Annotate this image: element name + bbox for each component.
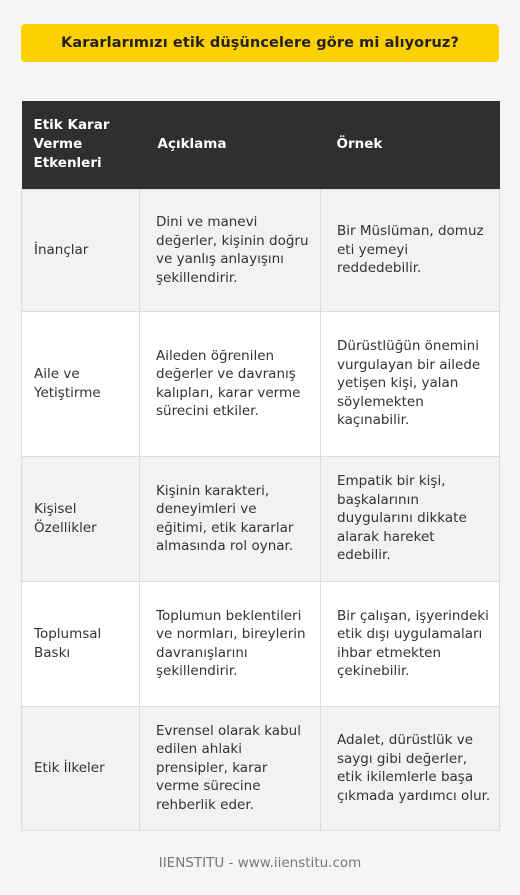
table-row	[22, 311, 500, 456]
ethics-factors-table	[21, 101, 500, 831]
table-row	[22, 189, 500, 311]
table-row	[22, 456, 500, 581]
header-example: Örnek	[321, 101, 500, 189]
page-title: Kararlarımızı etik düşüncelere göre mi alıyoruz?	[61, 35, 459, 51]
header-description: Açıklama	[140, 101, 321, 189]
description-cell: Toplumun beklentileri ve normları, bireylerin davranışlarını şekillendirir.	[140, 581, 321, 706]
factor-cell: Aile ve Yetiştirme	[22, 311, 140, 456]
example-cell: Dürüstlüğün önemini vurgulayan bir ailede yetişen kişi, yalan söylemekten kaçınabilir.	[321, 311, 500, 456]
table-row	[22, 581, 500, 706]
title-banner	[21, 24, 499, 62]
description-cell: Kişinin karakteri, deneyimleri ve eğitimi, etik kararlar almasında rol oynar.	[140, 456, 321, 581]
factor-cell: Kişisel Özellikler	[22, 456, 140, 581]
header-factor: Etik Karar Verme Etkenleri	[22, 101, 140, 189]
example-cell: Bir çalışan, işyerindeki etik dışı uygulamaları ihbar etmekten çekinebilir.	[321, 581, 500, 706]
description-cell: Evrensel olarak kabul edilen ahlaki prensipler, karar verme sürecine rehberlik eder.	[140, 706, 321, 830]
factor-cell: Etik İlkeler	[22, 706, 140, 830]
description-cell: Dini ve manevi değerler, kişinin doğru ve yanlış anlayışını şekillendirir.	[140, 189, 321, 311]
factor-cell: Toplumsal Baskı	[22, 581, 140, 706]
description-cell: Aileden öğrenilen değerler ve davranış kalıpları, karar verme sürecini etkiler.	[140, 311, 321, 456]
example-cell: Empatik bir kişi, başkalarının duygularını dikkate alarak hareket edebilir.	[321, 456, 500, 581]
factor-cell: İnançlar	[22, 189, 140, 311]
footer-credit: IIENSTITU - www.iienstitu.com	[158, 855, 362, 871]
example-cell: Bir Müslüman, domuz eti yemeyi reddedebilir.	[321, 189, 500, 311]
table-header-row	[22, 101, 500, 189]
example-cell: Adalet, dürüstlük ve saygı gibi değerler, etik ikilemlerle başa çıkmada yardımcı olur.	[321, 706, 500, 830]
table-row	[22, 706, 500, 830]
